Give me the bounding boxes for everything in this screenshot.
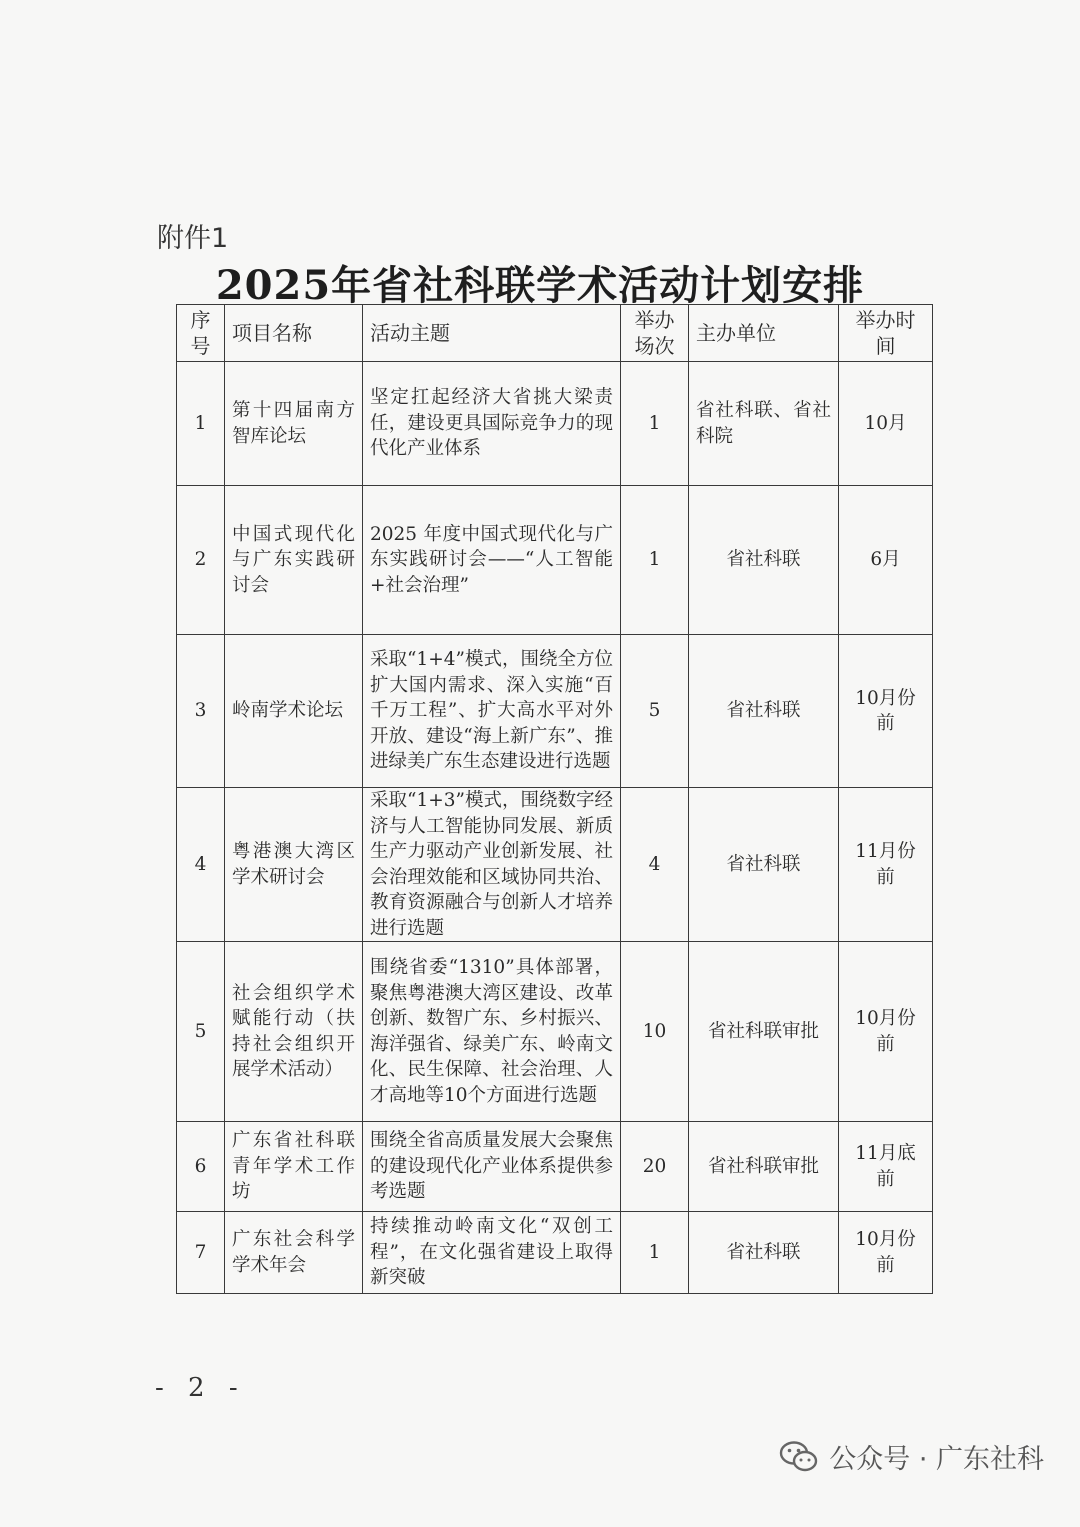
table-row [177, 362, 933, 486]
row-count: 10 [621, 942, 689, 1122]
row-name: 广东社会科学学术年会 [225, 1212, 363, 1294]
row-org: 省社科联审批 [689, 942, 839, 1122]
header-time: 举办时间 [839, 305, 933, 362]
header-count: 举办场次 [621, 305, 689, 362]
document-title: 2025年省社科联学术活动计划安排 [215, 262, 865, 309]
table-row [177, 1212, 933, 1294]
row-org: 省社科联审批 [689, 1122, 839, 1212]
row-name: 广东省社科联青年学术工作坊 [225, 1122, 363, 1212]
table-row [177, 635, 933, 788]
row-org: 省社科联、省社科院 [689, 362, 839, 486]
row-no: 7 [177, 1212, 225, 1294]
header-name: 项目名称 [225, 305, 363, 362]
row-org: 省社科联 [689, 486, 839, 635]
row-name: 中国式现代化与广东实践研讨会 [225, 486, 363, 635]
table-row [177, 486, 933, 635]
row-count: 1 [621, 1212, 689, 1294]
row-name: 第十四届南方智库论坛 [225, 362, 363, 486]
table-row [177, 788, 933, 942]
row-no: 2 [177, 486, 225, 635]
row-time: 10月份前 [839, 635, 933, 788]
watermark-text: 公众号 · 广东社科 [829, 1444, 1044, 1475]
row-theme: 采取“1+3”模式，围绕数字经济与人工智能协同发展、新质生产力驱动产业创新发展、社会治理效能和区域协同共治、教育资源融合与创新人才培养进行选题 [363, 788, 621, 942]
row-no: 4 [177, 788, 225, 942]
row-time: 10月 [839, 362, 933, 486]
row-time: 10月份前 [839, 1212, 933, 1294]
row-time: 11月份前 [839, 788, 933, 942]
row-time: 11月底前 [839, 1122, 933, 1212]
row-theme: 采取“1+4”模式，围绕全方位扩大国内需求、深入实施“百千万工程”、扩大高水平对外开放、建设“海上新广东”、推进绿美广东生态建设进行选题 [363, 635, 621, 788]
row-name: 社会组织学术赋能行动（扶持社会组织开展学术活动） [225, 942, 363, 1122]
row-count: 5 [621, 635, 689, 788]
row-count: 1 [621, 486, 689, 635]
row-name: 粤港澳大湾区学术研讨会 [225, 788, 363, 942]
row-no: 3 [177, 635, 225, 788]
header-org: 主办单位 [689, 305, 839, 362]
row-count: 4 [621, 788, 689, 942]
row-theme: 持续推动岭南文化“双创工程”，在文化强省建设上取得新突破 [363, 1212, 621, 1294]
row-org: 省社科联 [689, 788, 839, 942]
row-no: 5 [177, 942, 225, 1122]
header-no: 序号 [177, 305, 225, 362]
row-time: 10月份前 [839, 942, 933, 1122]
activity-plan-table [176, 304, 933, 1294]
header-theme: 活动主题 [363, 305, 621, 362]
attachment-label: 附件1 [157, 223, 229, 254]
row-name: 岭南学术论坛 [225, 635, 363, 788]
table-header-row [177, 305, 933, 362]
table-row [177, 1122, 933, 1212]
table-row [177, 942, 933, 1122]
wechat-icon [779, 1440, 819, 1474]
row-org: 省社科联 [689, 1212, 839, 1294]
row-org: 省社科联 [689, 635, 839, 788]
row-theme: 2025 年度中国式现代化与广东实践研讨会——“人工智能+社会治理” [363, 486, 621, 635]
watermark [779, 1437, 1044, 1476]
row-count: 20 [621, 1122, 689, 1212]
page-number: - 2 - [155, 1373, 246, 1403]
row-theme: 围绕全省高质量发展大会聚焦的建设现代化产业体系提供参考选题 [363, 1122, 621, 1212]
row-no: 1 [177, 362, 225, 486]
row-time: 6月 [839, 486, 933, 635]
row-theme: 围绕省委“1310”具体部署，聚焦粤港澳大湾区建设、改革创新、数智广东、乡村振兴、海洋强省、绿美广东、岭南文化、民生保障、社会治理、人才高地等10个方面进行选题 [363, 942, 621, 1122]
row-theme: 坚定扛起经济大省挑大梁责任，建设更具国际竞争力的现代化产业体系 [363, 362, 621, 486]
row-count: 1 [621, 362, 689, 486]
row-no: 6 [177, 1122, 225, 1212]
